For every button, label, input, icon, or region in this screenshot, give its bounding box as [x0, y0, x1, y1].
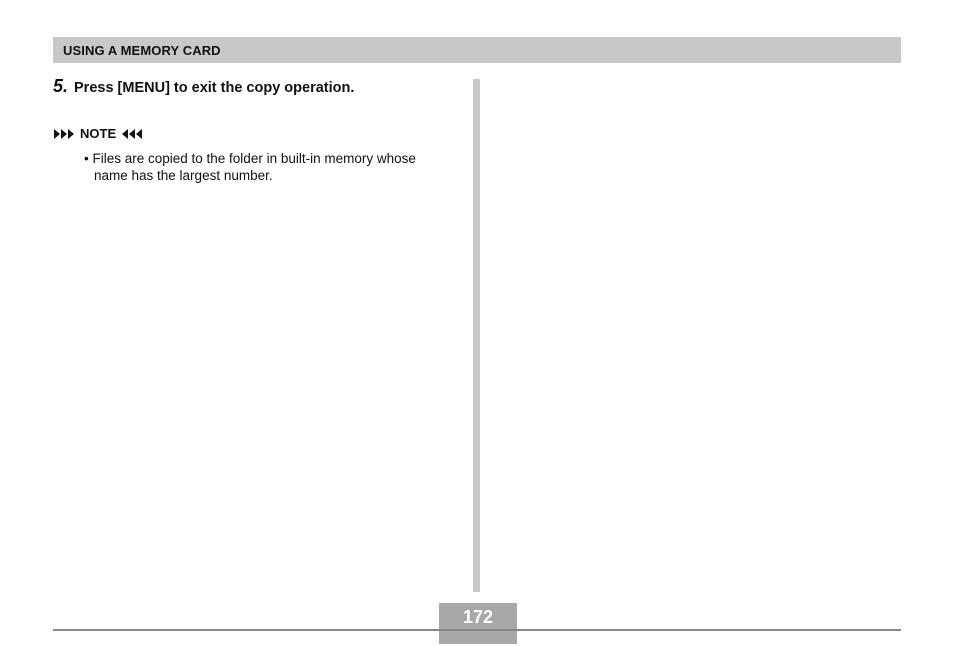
note-label: NOTE — [80, 126, 117, 141]
step-text: Press [MENU] to exit the copy operation. — [74, 80, 355, 96]
page-number-box — [439, 603, 517, 630]
page-number: 172 — [462, 607, 494, 627]
note-arrows-left-icon — [121, 128, 143, 140]
section-header-bar — [53, 37, 901, 63]
note-item: • Files are copied to the folder in built-in memory whose name has the largest number. — [84, 151, 416, 183]
step-instruction — [53, 76, 354, 97]
section-title: USING A MEMORY CARD — [63, 43, 221, 58]
step-number: 5. — [53, 76, 69, 96]
note-heading — [53, 126, 143, 141]
column-divider — [473, 79, 480, 592]
note-arrows-right-icon — [53, 128, 75, 140]
page-number-box-lower — [439, 631, 517, 644]
